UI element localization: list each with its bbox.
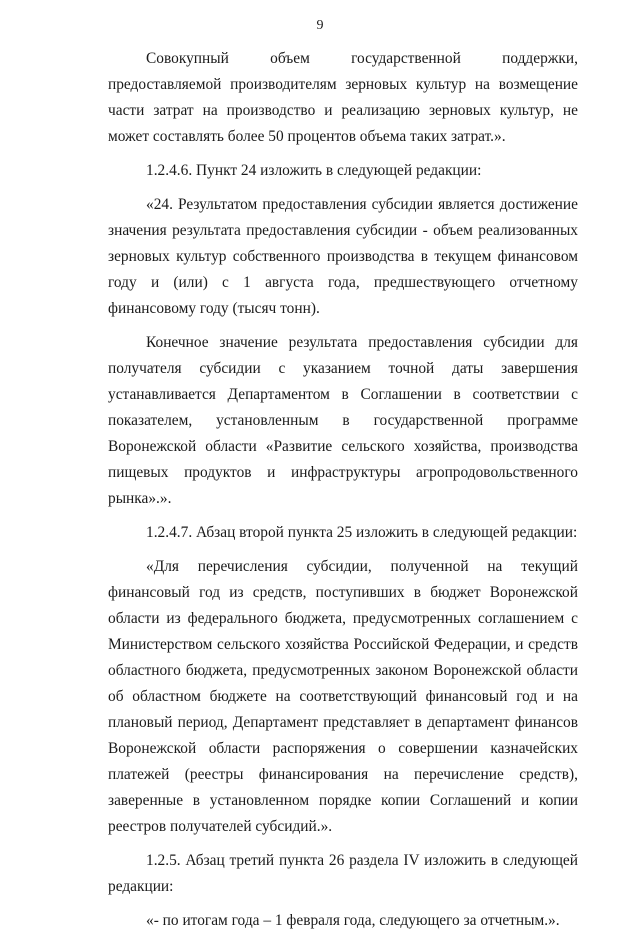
- paragraph-total-support: Совокупный объем государственной поддержки, предоставляемой производителям зерновых культур на возмещение части затрат на производство и реализацию зерновых культур, не может составлять более 50 процентов объема таких затрат.».: [108, 50, 578, 145]
- paragraph-clause-25-transfer: «Для перечисления субсидии, полученной на текущий финансовый год из средств, поступивших в бюджет Воронежской области из федерального бюджета, предусмотренных соглашением с Министерством сельского хозяйства Российской Федерации, и средств областного бюджета, предусмотренных законом Воронежской области об областном бюджете на соответствующий финансовый год и на плановый период, Департамент представляет в департамент финансов Воронежской области распоряжения о совершении казначейских платежей (реестры финансирования на перечисление средств), заверенные в установленном порядке копии Соглашений и копии реестров получателей субсидий.».: [108, 558, 578, 835]
- paragraph-annual-deadline: «- по итогам года – 1 февраля года, следующего за отчетным.».: [146, 912, 560, 929]
- paragraph-final-value: Конечное значение результата предоставления субсидии для получателя субсидии с указанием точной даты завершения устанавливается Департаментом в Соглашении в соответствии с показателем, установленным в государственной программе Воронежской области «Развитие сельского хозяйства, производства пищевых продуктов и инфраструктуры агропродовольственного рынка».».: [108, 334, 578, 507]
- page-number: 9: [316, 18, 324, 33]
- paragraph-amendment-1-2-4-7: 1.2.4.7. Абзац второй пункта 25 изложить в следующей редакции:: [146, 524, 578, 541]
- paragraph-amendment-1-2-4-6: 1.2.4.6. Пункт 24 изложить в следующей редакции:: [146, 162, 482, 179]
- paragraph-clause-24: «24. Результатом предоставления субсидии является достижение значения результата предоставления субсидии - объем реализованных зерновых культур собственного производства в текущем финансовом году и (или) с 1 августа года, предшествующего отчетному финансовому году (тысяч тонн).: [108, 196, 578, 317]
- document-body: [108, 46, 578, 934]
- paragraph-amendment-1-2-5: 1.2.5. Абзац третий пункта 26 раздела IV изложить в следующей редакции:: [108, 852, 578, 895]
